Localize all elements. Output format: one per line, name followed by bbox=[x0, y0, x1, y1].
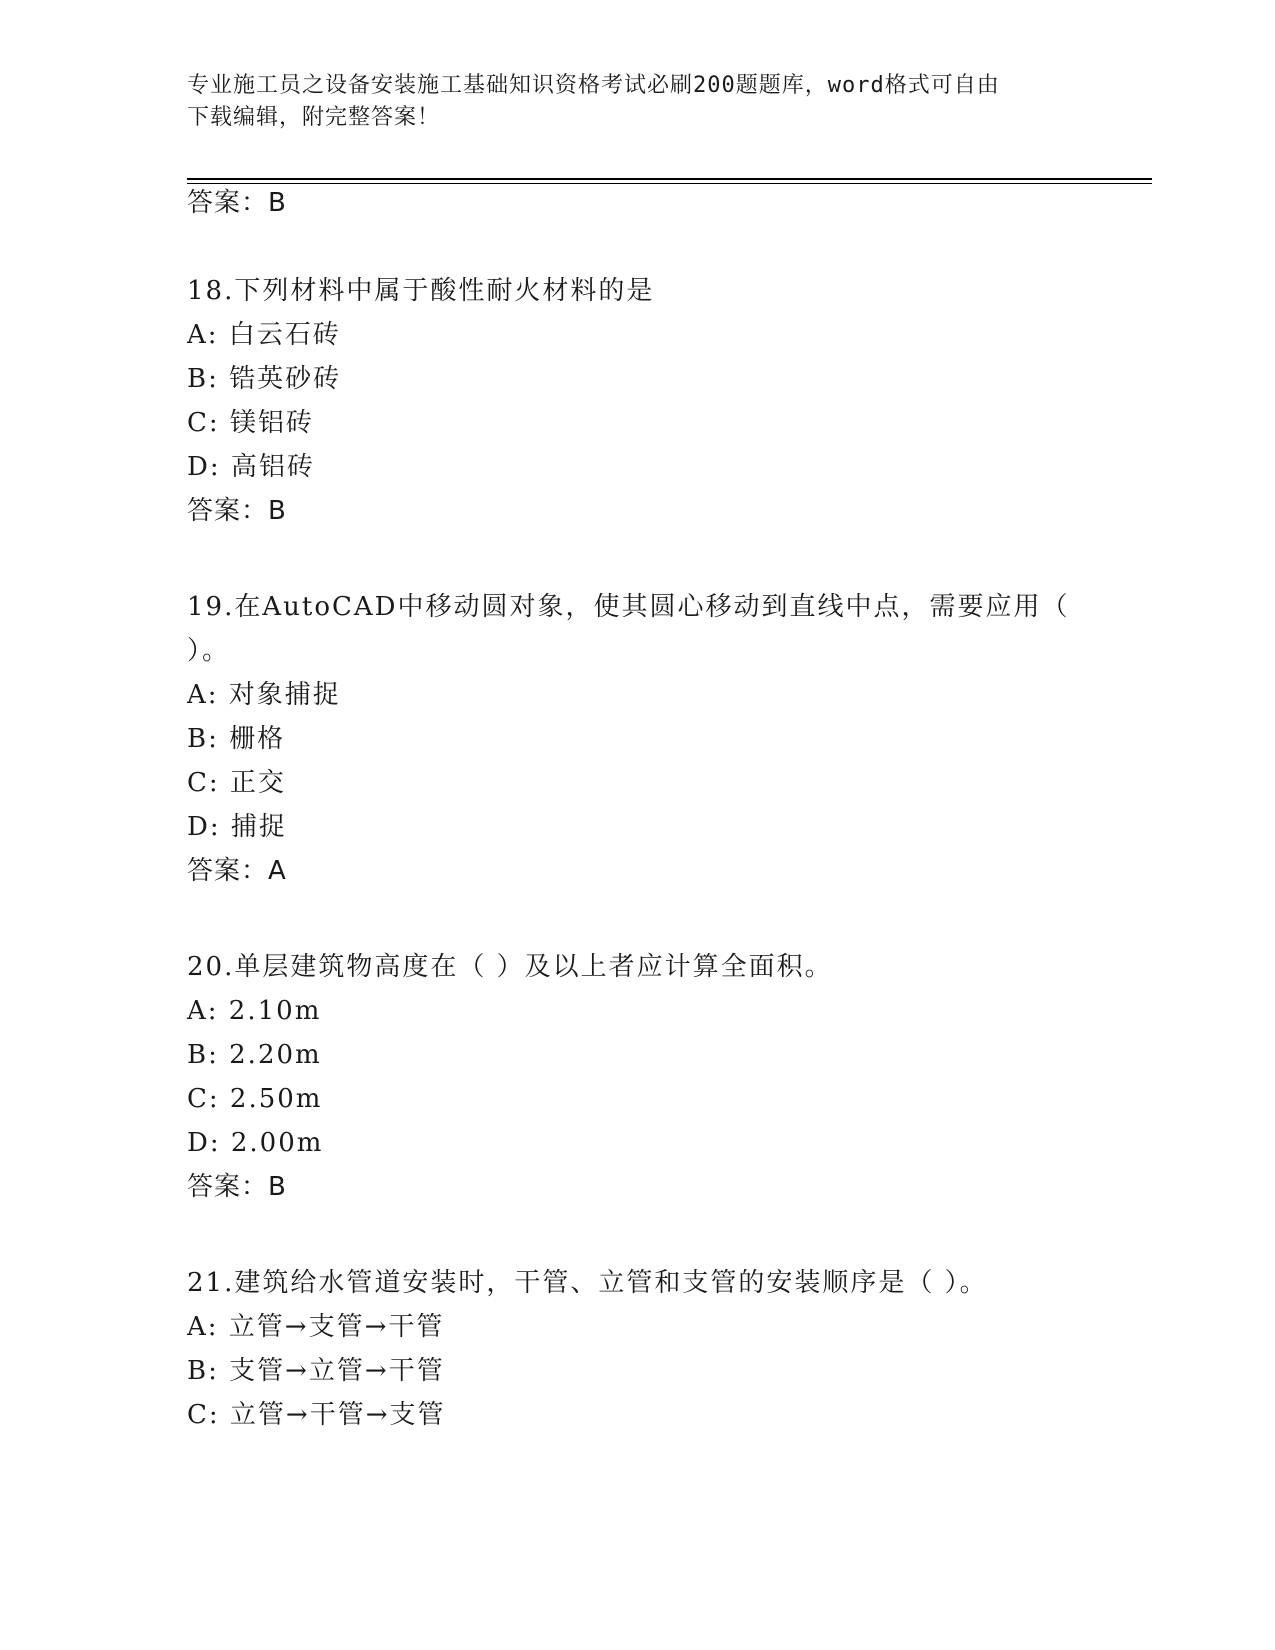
question-18-answer: 答案：B bbox=[187, 496, 287, 526]
question-19-stem-line-1: 19.在AutoCAD中移动圆对象，使其圆心移动到直线中点，需要应用（ bbox=[187, 592, 1070, 622]
question-18-stem: 18.下列材料中属于酸性耐火材料的是 bbox=[187, 276, 655, 306]
question-20-option-b: B: 2.20m bbox=[187, 1040, 322, 1070]
question-21-option-a: A: 立管→支管→干管 bbox=[187, 1312, 445, 1342]
question-20-option-a: A: 2.10m bbox=[187, 996, 322, 1026]
question-18-option-b: B: 锆英砂砖 bbox=[187, 364, 342, 394]
question-19-option-d: D: 捕捉 bbox=[187, 812, 287, 842]
header-divider bbox=[187, 178, 1152, 180]
question-20-option-d: D: 2.00m bbox=[187, 1128, 324, 1158]
question-18-option-d: D: 高铝砖 bbox=[187, 452, 315, 482]
question-18-option-a: A: 白云石砖 bbox=[187, 320, 341, 350]
question-19-option-c: C: 正交 bbox=[187, 768, 286, 798]
question-20-answer: 答案：B bbox=[187, 1172, 287, 1202]
question-21-stem: 21.建筑给水管道安装时，干管、立管和支管的安装顺序是（ ）。 bbox=[187, 1268, 988, 1298]
question-21-option-b: B: 支管→立管→干管 bbox=[187, 1356, 445, 1386]
header-title-line-2: 下载编辑，附完整答案！ bbox=[187, 105, 441, 130]
document-header bbox=[187, 70, 1087, 134]
question-19-answer: 答案：A bbox=[187, 856, 287, 886]
question-20-stem: 20.单层建筑物高度在（ ）及以上者应计算全面积。 bbox=[187, 952, 833, 982]
header-title-line-1: 专业施工员之设备安装施工基础知识资格考试必刷200题题库，word格式可自由 bbox=[187, 73, 1000, 98]
question-20-option-c: C: 2.50m bbox=[187, 1084, 323, 1114]
question-21-option-c: C: 立管→干管→支管 bbox=[187, 1400, 446, 1430]
question-19-stem-line-2: ）。 bbox=[187, 636, 231, 666]
previous-answer: 答案：B bbox=[187, 188, 287, 218]
question-19-option-b: B: 栅格 bbox=[187, 724, 286, 754]
question-18-option-c: C: 镁铝砖 bbox=[187, 408, 314, 438]
header-divider-thin bbox=[187, 183, 1152, 184]
question-19-option-a: A: 对象捕捉 bbox=[187, 680, 341, 710]
